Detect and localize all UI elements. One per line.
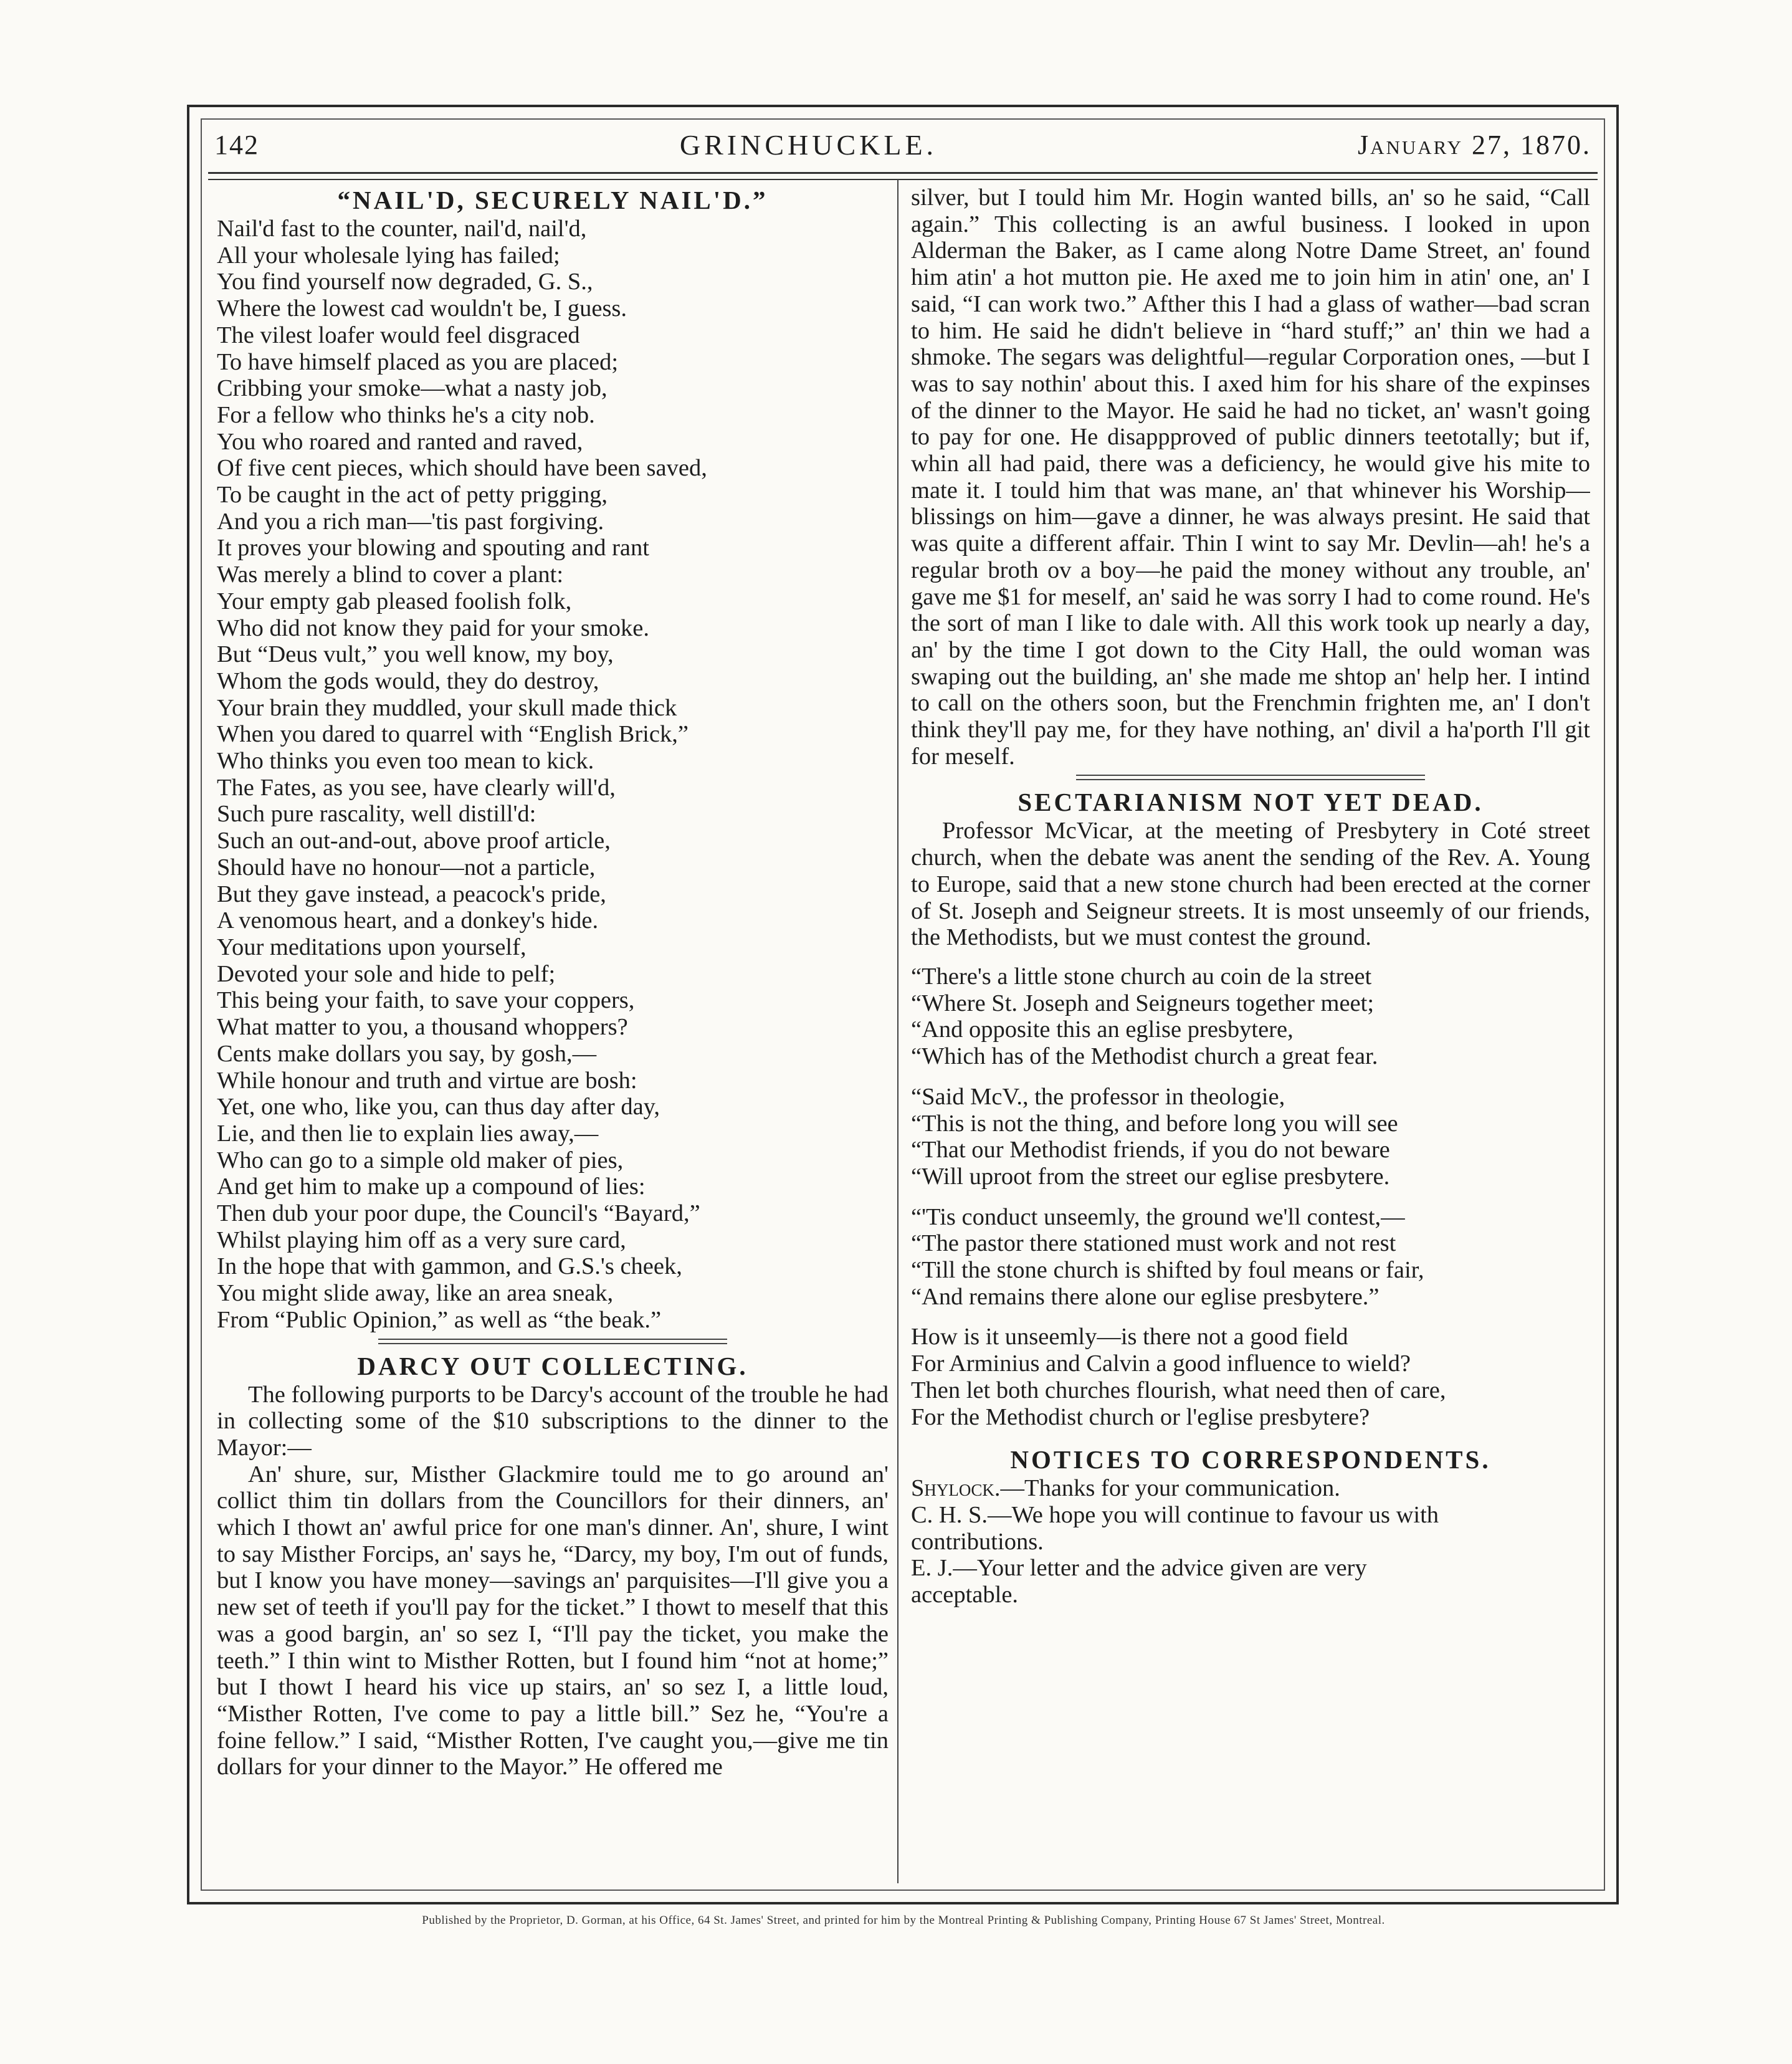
poem-line: But they gave instead, a peacock's pride, [217,881,606,907]
notice-continuation: contributions. [911,1528,1044,1555]
poem-line: Whilst playing him off as a very sure card, [217,1226,626,1253]
verse-line: For the Methodist church or l'eglise presbytere? [911,1403,1370,1430]
verse-line: “'Tis conduct unseemly, the ground we'll contest,— [911,1203,1405,1230]
poem-line: Then dub your poor dupe, the Council's “Bayard,” [217,1200,700,1227]
poem-line: While honour and truth and virtue are bosh: [217,1067,637,1094]
poem-line: Who can go to a simple old maker of pies, [217,1147,624,1173]
poem-line: Such pure rascality, well distill'd: [217,801,536,828]
sectarianism-title: SECTARIANISM NOT YET DEAD. [1018,788,1484,817]
notice-continuation: acceptable. [911,1582,1019,1608]
poem-line: A venomous heart, and a donkey's hide. [217,907,599,934]
notice-recipient: E. J. [911,1555,953,1582]
verse-stanza [911,963,1590,1070]
verse-line: “That our Methodist friends, if you do not beware [911,1137,1390,1163]
poem-line: You who roared and ranted and raved, [217,428,583,455]
poem-line: Yet, one who, like you, can thus day after day, [217,1094,660,1120]
poem-line: Nail'd fast to the counter, nail'd, nail'd, [217,216,587,242]
publisher-imprint: Published by the Proprietor, D. Gorman, at his Office, 64 St. James' Street, and printed for him by the Montreal Printing & Publishing Company, Printing House 67 St James' Street, Montreal. [422,1914,1385,1927]
verse-line: “The pastor there stationed must work and not rest [911,1230,1396,1257]
poem-line: Devoted your sole and hide to pelf; [217,960,556,987]
poem-line: What matter to you, a thousand whoppers? [217,1014,628,1041]
poem-line: Whom the gods would, they do destroy, [217,667,599,694]
verse-line: “There's a little stone church au coin de la street [911,963,1372,990]
column-divider [897,179,898,1883]
poem-line: Your brain they muddled, your skull made thick [217,694,677,721]
poem-line: Lie, and then lie to explain lies away,— [217,1120,599,1147]
poem-nail-d [217,216,889,1334]
verse-line: “And opposite this an eglise presbytere, [911,1016,1294,1043]
poem-line: Of five cent pieces, which should have been saved, [217,455,707,482]
verse-line: “Said McV., the professor in theologie, [911,1083,1285,1110]
verse-line: “This is not the thing, and before long you will see [911,1110,1398,1137]
darcy-intro: The following purports to be Darcy's account of the trouble he had in collecting some of the $10 subscriptions to the dinner to the Mayor:— [217,1381,889,1461]
notices-title: NOTICES TO CORRESPONDENTS. [1010,1445,1491,1474]
section-rule [378,1339,727,1344]
poem-line: It proves your blowing and spouting and rant [217,535,649,561]
poem-line: Should have no honour—not a particle, [217,854,596,881]
poem-line: The vilest loafer would feel disgraced [217,322,580,348]
verse-line: “And remains there alone our eglise presbytere.” [911,1283,1380,1310]
poem-line: You might slide away, like an area sneak, [217,1280,614,1307]
right-column [911,184,1590,1883]
poem-line: All your wholesale lying has failed; [217,242,560,269]
poem-line: The Fates, as you see, have clearly will'd, [217,774,616,801]
poem-line: But “Deus vult,” you well know, my boy, [217,641,614,668]
poem-line: To have himself placed as you are placed; [217,348,619,375]
notice-item [911,1475,1590,1502]
poem-line: For a fellow who thinks he's a city nob. [217,401,595,428]
poem-line: To be caught in the act of petty prigging, [217,482,608,509]
poem-line: In the hope that with gammon, and G.S.'s cheek, [217,1253,682,1280]
darcy-body: An' shure, sur, Misther Glackmire tould me to go around an' collict thim tin dollars from the Councillors for their dinners, an' which I thowt an' awful price for one man's dinner. An', shure, I wint to say Misther Forcips, an' says he, “Darcy, my boy, I'm out of funds, but I know you have money—savings an' parquisites—I'll give you a new set of teeth if you'll pay for the ticket.” I thowt to meself that this was a good bargin, an' so sez I, “I'll pay the ticket, you make the teeth.” I thin wint to Misther Rotten, but I found him “not at home;” but I thowt I heard his vice up stairs, an' so sez I, a little loud, “Misther Rotten, I've come to pay a little bill.” Sez he, “You're a foine fellow.” I said, “Misther Rotten, I've caught you,—give me tin dollars for your dinner to the Mayor.” He offered me [217,1461,889,1780]
section-rule [1076,775,1425,780]
darcy-title: DARCY OUT COLLECTING. [357,1351,748,1380]
poem-line: Where the lowest cad wouldn't be, I guess. [217,295,627,322]
poem-line: When you dared to quarrel with “English Brick,” [217,721,689,748]
poem-line: Cribbing your smoke—what a nasty job, [217,375,608,402]
verse-stanza [911,1084,1590,1190]
poem-line: You find yourself now degraded, G. S., [217,269,593,295]
sectarianism-verse [911,963,1590,1430]
poem-title: “NAIL'D, SECURELY NAIL'D.” [337,186,768,214]
notice-item [911,1502,1590,1529]
masthead-rule [208,172,1598,180]
poem-line: And get him to make up a compound of lies: [217,1173,646,1200]
poem-line: Such an out-and-out, above proof article, [217,828,611,854]
poem-line: Was merely a blind to cover a plant: [217,561,564,588]
notice-text: —We hope you will continue to favour us with [988,1501,1439,1528]
poem-line: This being your faith, to save your coppers, [217,987,635,1014]
sectarianism-intro: Professor McVicar, at the meeting of Presbytery in Coté street church, when the debate was anent the sending of the Rev. A. Young to Europe, said that a new stone church had been erected at the corner of St. Joseph and Seigneur streets. It is most unseemly of our friends, the Methodists, but we must contest the ground. [911,818,1590,951]
poem-line: And you a rich man—'tis past forgiving. [217,508,604,535]
darcy-continued: silver, but I tould him Mr. Hogin wanted bills, an' so he said, “Call again.” This collecting is an awful business. I looked in upon Alderman the Baker, as I came along Notre Dame Street, an' found him atin' a hot mutton pie. He axed me to join him in atin' one, an' I said, “I can work two.” Afther this I had a glass of wather—bad scran to him. He said he didn't believe in “hard stuff;” an' thin we had a shmoke. The segars was delightful—regular Corporation ones, —but I was to say nothin' about this. I axed him for his share of the expinses of the dinner to the Mayor. He said he had no ticket, an' wasn't going to pay for one. He disappproved of public dinners teetotally; but if, whin all had paid, there was a deficiency, he would give his mite to mate it. I tould him that was mane, an' that whinever his Worship—blissings on him—gave a dinner, he was always presint. He said that was quite a different affair. Thin I wint to say Mr. Devlin—ah! he's a regular broth ov a boy—he paid the money without any trouble, an' gave me $1 for meself, an' said he was sorry I had to come round. He's the sort of man I like to dale with. All this work took up nearly a day, an' by the time I got down to the City Hall, the ould woman was swaping out the building, an' she made me shtop an' help her. I intind to call on the others soon, but the Frenchmin frighten me, an' I don't think they'll pay me, for they have nothing, an' divil a ha'porth I'll git for meself. [911,184,1590,770]
poem-line: From “Public Opinion,” as well as “the beak.” [217,1306,662,1333]
notice-text: —Your letter and the advice given are very [953,1555,1367,1582]
issue-date: January 27, 1870. [1357,129,1591,160]
poem-line: Your empty gab pleased foolish folk, [217,588,572,614]
verse-stanza [911,1204,1590,1311]
verse-stanza [911,1324,1590,1430]
notice-recipient: Shylock. [911,1475,1001,1502]
poem-line: Your meditations upon yourself, [217,934,527,960]
verse-line: “Till the stone church is shifted by foul means or fair, [911,1257,1424,1284]
page-number: 142 [214,129,259,160]
notice-recipient: C. H. S. [911,1501,988,1528]
verse-line: “Where St. Joseph and Seigneurs together meet; [911,990,1375,1016]
masthead [214,122,1591,167]
notice-text: —Thanks for your communication. [1000,1475,1340,1502]
poem-line: Cents make dollars you say, by gosh,— [217,1040,597,1067]
newspaper-title: GRINCHUCKLE. [679,128,938,161]
verse-line: Then let both churches flourish, what need then of care, [911,1377,1446,1403]
verse-line: “Will uproot from the street our eglise presbytere. [911,1163,1390,1190]
verse-line: For Arminius and Calvin a good influence to wield? [911,1350,1411,1377]
page-frame [187,105,1619,1904]
poem-line: Who thinks you even too mean to kick. [217,748,594,775]
notice-item [911,1555,1590,1582]
verse-line: How is it unseemly—is there not a good field [911,1324,1348,1350]
verse-line: “Which has of the Methodist church a great fear. [911,1043,1378,1070]
notices-list [911,1475,1590,1608]
poem-line: Who did not know they paid for your smoke. [217,614,649,641]
left-column [217,184,889,1883]
